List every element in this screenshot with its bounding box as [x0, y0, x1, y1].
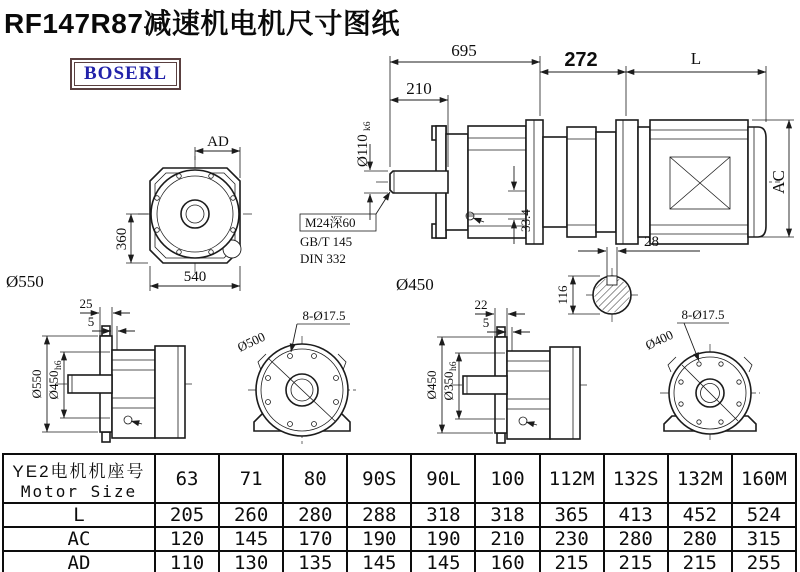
motor-size-header-cell — [3, 454, 155, 503]
dim-350c-label: Ø350 — [441, 371, 456, 401]
cell: 205 — [155, 503, 219, 527]
col-header: 90S — [347, 454, 411, 503]
cell: 280 — [283, 503, 347, 527]
dim-334-label: 33.4 — [518, 209, 533, 232]
col-header: 71 — [219, 454, 283, 503]
cell: 318 — [411, 503, 475, 527]
cell: 145 — [347, 551, 411, 572]
col-header: 112M — [540, 454, 604, 503]
dim-22-label: 22 — [474, 297, 488, 312]
motor-side-view — [540, 49, 794, 322]
dim-ad-label: AD — [207, 134, 229, 150]
dim-360-label: 360 — [114, 227, 130, 251]
dim-695-label: 695 — [451, 41, 477, 60]
note-gbt-standard: GB/T 145 — [300, 234, 353, 249]
cell: 215 — [668, 551, 732, 572]
dim-5a-label: 5 — [87, 314, 95, 329]
cell: 413 — [604, 503, 668, 527]
cell: 110 — [155, 551, 219, 572]
table-row-AC — [3, 527, 796, 551]
note-thread: M24深60 — [305, 215, 356, 230]
dim-5c-label: 5 — [482, 315, 490, 330]
cell: 230 — [540, 527, 604, 551]
table-row-L — [3, 503, 796, 527]
cell: 210 — [475, 527, 539, 551]
label-dia-500: Ø500 — [234, 328, 268, 355]
page-title: RF147R87减速机电机尺寸图纸 — [4, 8, 400, 39]
dim-450a-label: Ø450 — [46, 370, 61, 400]
cell: 190 — [347, 527, 411, 551]
table-header-row — [3, 454, 796, 503]
row-label: AD — [3, 551, 155, 572]
col-header: 132S — [604, 454, 668, 503]
dim-116-label: 116 — [555, 285, 570, 305]
dim-272-label: 272 — [564, 49, 598, 71]
label-dia-400: Ø400 — [642, 326, 676, 353]
row-label: L — [3, 503, 155, 527]
label-dia-450: Ø450 — [396, 275, 434, 294]
col-header: 100 — [475, 454, 539, 503]
cell: 135 — [283, 551, 347, 572]
table-row-AD — [3, 551, 796, 572]
dim-450a-tol-label: h6 — [54, 360, 64, 370]
cell: 280 — [668, 527, 732, 551]
cell: 255 — [732, 551, 796, 572]
dim-shaft-tol-label: k6 — [363, 121, 373, 131]
header-en: Motor Size — [20, 481, 138, 501]
dimension-table — [2, 453, 797, 572]
cell: 318 — [475, 503, 539, 527]
header-cn: YE2电机机座号 — [12, 461, 146, 481]
dim-550a-label: Ø550 — [29, 369, 44, 399]
note-din-standard: DIN 332 — [300, 251, 346, 266]
dim-L-label: L — [690, 49, 702, 68]
col-header: 160M — [732, 454, 796, 503]
col-header: 80 — [283, 454, 347, 503]
cell: 524 — [732, 503, 796, 527]
cell: 120 — [155, 527, 219, 551]
label-holes-b: 8-Ø17.5 — [302, 308, 346, 323]
cell: 190 — [411, 527, 475, 551]
flange-a-side-view — [29, 296, 192, 442]
cell: 315 — [732, 527, 796, 551]
cell: 160 — [475, 551, 539, 572]
col-header: 90L — [411, 454, 475, 503]
cell: 280 — [604, 527, 668, 551]
cell: 145 — [411, 551, 475, 572]
cell: 215 — [604, 551, 668, 572]
cell: 260 — [219, 503, 283, 527]
label-holes-d: 8-Ø17.5 — [681, 307, 725, 322]
flange-d-front-view — [643, 307, 760, 442]
cell: 452 — [668, 503, 732, 527]
dim-28-label: 28 — [644, 234, 659, 250]
flange-b-front-view — [235, 308, 356, 444]
col-header: 63 — [155, 454, 219, 503]
cell: 145 — [219, 527, 283, 551]
cell: 215 — [540, 551, 604, 572]
dim-25-label: 25 — [79, 296, 93, 311]
row-label: AC — [3, 527, 155, 551]
dim-AC-label: AC — [769, 170, 788, 194]
gearbox-front-view — [6, 134, 252, 291]
label-dia-550: Ø550 — [6, 272, 44, 291]
cell: 288 — [347, 503, 411, 527]
dim-350c-tol-label: h6 — [449, 361, 459, 371]
dim-450c-label: Ø450 — [424, 370, 439, 400]
cell: 130 — [219, 551, 283, 572]
brand-logo: BOSERL — [74, 62, 177, 86]
flange-c-side-view — [424, 297, 587, 443]
cell: 365 — [540, 503, 604, 527]
col-header: 132M — [668, 454, 732, 503]
dim-540-label: 540 — [183, 269, 207, 285]
dim-210-label: 210 — [406, 79, 432, 98]
dim-shaft-dia-label: Ø110 — [355, 134, 371, 167]
cell: 170 — [283, 527, 347, 551]
